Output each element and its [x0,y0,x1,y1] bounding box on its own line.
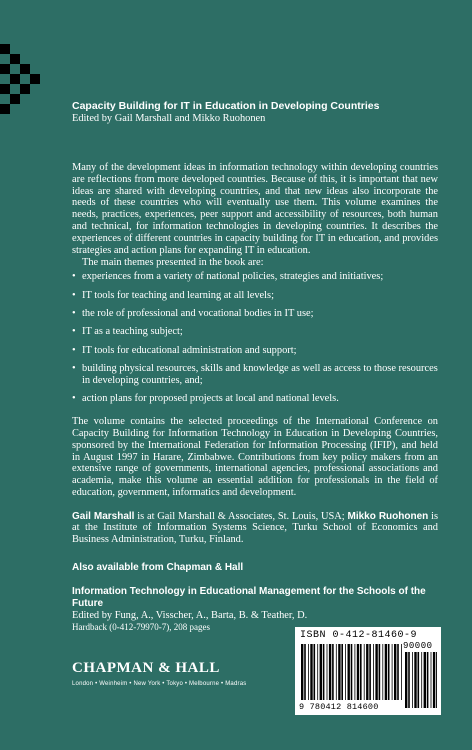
title-block [72,100,438,125]
list-item: • experiences from a variety of national policies, strategies and initiatives; [72,271,438,283]
authors-paragraph [72,511,438,546]
related-book-isbn: Hardback (0-412-79970-7), 208 pages [72,621,210,632]
proceedings-paragraph: The volume contains the selected proceedings of the International Conference on Capacity Building for Information Technology in Education in Developing Countries, sponsored by the International Federation for Information Processing (IFIP), and held in August 1997 in Harare, Zimbabwe. Contributions from key policy makers from an extensive range of governments, international agencies, professional associations and academia, make this volume an essential addition for professionals in the field of education, government, informatics and development. [72,416,438,498]
book-title: Capacity Building for IT in Education in Developing Countries [72,100,380,112]
list-item: • IT tools for educational administration and support; [72,345,438,357]
barcode-block [295,627,441,715]
publisher-block [72,660,246,687]
author-affiliation-marshall: is at Gail Marshall & Associates, St. Louis, USA; [134,510,348,522]
list-item: • action plans for proposed projects at local and national levels. [72,393,438,405]
list-item: • the role of professional and vocational bodies in IT use; [72,308,438,320]
related-book-editors: Edited by Fung, A., Visscher, A., Barta, B. & Teather, D. [72,609,308,621]
themes-lead: The main themes presented in the book are: [82,257,264,269]
also-available-heading: Also available from Chapman & Hall [72,562,244,574]
book-editors: Edited by Gail Marshall and Mikko Ruohonen [72,113,266,124]
isbn-label: ISBN 0-412-81460-9 [300,630,418,641]
back-cover-text [72,100,438,633]
publisher-name: CHAPMAN & HALL [72,660,220,676]
list-item: • IT tools for teaching and learning at all levels; [72,290,438,302]
author-name-ruohonen: Mikko Ruohonen [347,510,429,522]
list-item: • IT as a teaching subject; [72,326,438,338]
barcode-digits: 9 780412 814600 [299,702,379,712]
list-item: • building physical resources, skills and knowledge as well as access to those resources in developing countries, and; [72,363,438,387]
themes-list [72,271,438,405]
related-book-title: Information Technology in Educational Management for the Schools of the Future [72,585,426,609]
barcode-bars [301,644,403,700]
barcode-addon-digits: 90000 [403,641,433,651]
barcode-addon-bars [405,652,437,708]
author-affiliation-ruohonen: is at the Institute of Information Systems Science, Turku School of Economics and Business Administration, Turku, Finland. [72,510,438,546]
publisher-cities: London • Weinheim • New York • Tokyo • Melbourne • Madras [72,681,247,687]
checkerboard-logo [0,44,40,124]
intro-paragraph: Many of the development ideas in information technology within developing countries are reflections from more developed countries. Because of this, it is important that new ideas are shared with developing countries, and that new ideas also incorporate the needs of these countries who will eventually use them. This volume examines the needs, practices, experiences, peer support and accessibility of resources, both human and technical, for information technologies in developing countries. It describes the experiences of different countries in capacity building for IT in education, and provides strategies and action plans for expanding IT in education. [72,162,438,256]
author-name-marshall: Gail Marshall [72,510,135,522]
